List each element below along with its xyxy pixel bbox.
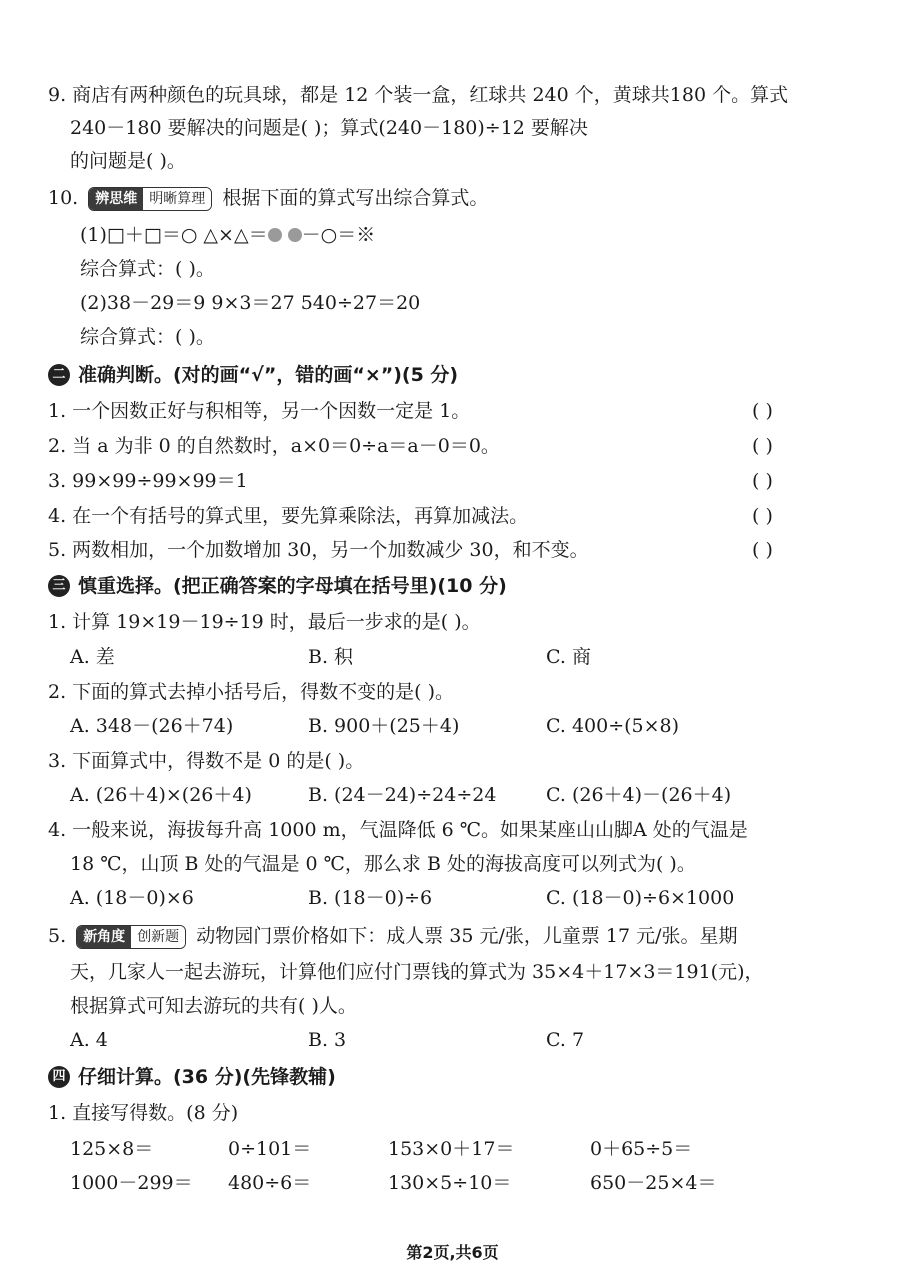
- choice-q5-line2: 天，几家人一起去游玩，计算他们应付门票钱的算式为 35×4＋17×3＝191(元)，: [70, 961, 764, 983]
- q9-line2: 240－180 要解决的问题是( )；算式(240－180)÷12 要解决: [70, 117, 588, 139]
- q10-part1-gap: [282, 224, 288, 246]
- section4-number: 四: [48, 1066, 70, 1088]
- q10-line: [48, 185, 488, 211]
- choice-q4-line2: 18 ℃，山顶 B 处的气温是 0 ℃，那么求 B 处的海拔高度可以列式为( )。: [70, 853, 696, 875]
- badge-dark-label: 新角度: [77, 926, 131, 948]
- section3-header: [48, 573, 507, 599]
- judge-answer-1[interactable]: ( ): [752, 400, 773, 422]
- choice-q2-option-c: C. 400÷(5×8): [546, 715, 680, 737]
- q10-text: 根据下面的算式写出综合算式。: [222, 187, 489, 209]
- grey-circle-icon: [288, 228, 302, 242]
- calc-item: 125×8＝: [70, 1138, 154, 1160]
- section4-header: [48, 1064, 336, 1090]
- q9-line1: 9. 商店有两种颜色的玩具球，都是 12 个装一盒，红球共 240 个，黄球共180 个。算式: [48, 84, 789, 106]
- badge-dark-label: 辨思维: [89, 188, 143, 210]
- badge-light-label: 明晰算理: [143, 188, 211, 210]
- choice-q1: 1. 计算 19×19－19÷19 时，最后一步求的是( )。: [48, 611, 481, 633]
- judge-answer-5[interactable]: ( ): [752, 539, 773, 561]
- choice-q5-option-b: B. 3: [308, 1029, 347, 1051]
- q10-number: 10.: [48, 187, 79, 209]
- calc-item: 1000－299＝: [70, 1172, 193, 1194]
- thinking-badge: [88, 187, 212, 211]
- choice-q5-option-c: C. 7: [546, 1029, 585, 1051]
- choice-q1-option-a: A. 差: [70, 646, 115, 668]
- judge-item-1: 1. 一个因数正好与积相等，另一个因数一定是 1。: [48, 400, 471, 422]
- judge-answer-2[interactable]: ( ): [752, 435, 773, 457]
- choice-q2: 2. 下面的算式去掉小括号后，得数不变的是( )。: [48, 681, 455, 703]
- choice-q3-option-c: C. (26＋4)－(26＋4): [546, 784, 732, 806]
- q10-answer1: 综合算式：( )。: [80, 258, 215, 280]
- judge-answer-4[interactable]: ( ): [752, 505, 773, 527]
- section2-title: 准确判断。(对的画“√”，错的画“×”)(5 分): [78, 364, 459, 386]
- calc-item: 130×5÷10＝: [388, 1172, 512, 1194]
- section2-number: 二: [48, 364, 70, 386]
- choice-q1-option-c: C. 商: [546, 646, 591, 668]
- judge-item-2: 2. 当 a 为非 0 的自然数时，a×0＝0÷a＝a－0＝0。: [48, 435, 500, 457]
- choice-q3-option-a: A. (26＋4)×(26＋4): [70, 784, 252, 806]
- badge-light-label: 创新题: [131, 926, 185, 948]
- page-footer: 第2页,共6页: [406, 1243, 499, 1262]
- q10-part1-a: (1)□＋□＝○ △×△＝: [80, 224, 268, 246]
- q10-part1: [80, 222, 375, 248]
- section3-number: 三: [48, 575, 70, 597]
- choice-q1-option-b: B. 积: [308, 646, 354, 668]
- section4-title: 仔细计算。(36 分)(先锋教辅): [78, 1066, 336, 1088]
- choice-q4-line1: 4. 一般来说，海拔每升高 1000 m，气温降低 6 ℃。如果某座山山脚A 处的气温是: [48, 819, 748, 841]
- q10-part2: (2)38－29＝9 9×3＝27 540÷27＝20: [80, 292, 421, 314]
- grey-circle-icon: [268, 228, 282, 242]
- q10-answer2: 综合算式：( )。: [80, 326, 215, 348]
- choice-q4-option-a: A. (18－0)×6: [70, 887, 194, 909]
- section3-title: 慎重选择。(把正确答案的字母填在括号里)(10 分): [78, 575, 507, 597]
- choice-q5-line1: [48, 923, 738, 949]
- choice-q4-option-c: C. (18－0)÷6×1000: [546, 887, 735, 909]
- choice-q4-option-b: B. (18－0)÷6: [308, 887, 433, 909]
- calc-q1: 1. 直接写得数。(8 分): [48, 1102, 239, 1124]
- choice-q5-text: 动物园门票价格如下：成人票 35 元/张，儿童票 17 元/张。星期: [196, 925, 738, 947]
- choice-q2-option-a: A. 348－(26＋74): [70, 715, 234, 737]
- choice-q3: 3. 下面算式中，得数不是 0 的是( )。: [48, 750, 365, 772]
- judge-answer-3[interactable]: ( ): [752, 470, 773, 492]
- calc-item: 153×0＋17＝: [388, 1138, 515, 1160]
- calc-item: 480÷6＝: [228, 1172, 312, 1194]
- choice-q3-option-b: B. (24－24)÷24÷24: [308, 784, 497, 806]
- calc-item: 0÷101＝: [228, 1138, 312, 1160]
- q10-part1-c: －○＝※: [301, 224, 376, 246]
- q9-line3: 的问题是( )。: [70, 150, 186, 172]
- choice-q2-option-b: B. 900＋(25＋4): [308, 715, 460, 737]
- calc-item: 650－25×4＝: [590, 1172, 717, 1194]
- judge-item-5: 5. 两数相加，一个加数增加 30，另一个加数减少 30，和不变。: [48, 539, 589, 561]
- choice-q5-option-a: A. 4: [70, 1029, 108, 1051]
- calc-item: 0＋65÷5＝: [590, 1138, 693, 1160]
- new-angle-badge: [76, 925, 186, 949]
- choice-q5-number: 5.: [48, 925, 67, 947]
- judge-item-4: 4. 在一个有括号的算式里，要先算乘除法，再算加减法。: [48, 505, 529, 527]
- judge-item-3: 3. 99×99÷99×99＝1: [48, 470, 248, 492]
- section2-header: [48, 362, 458, 388]
- choice-q5-line3: 根据算式可知去游玩的共有( )人。: [70, 995, 357, 1017]
